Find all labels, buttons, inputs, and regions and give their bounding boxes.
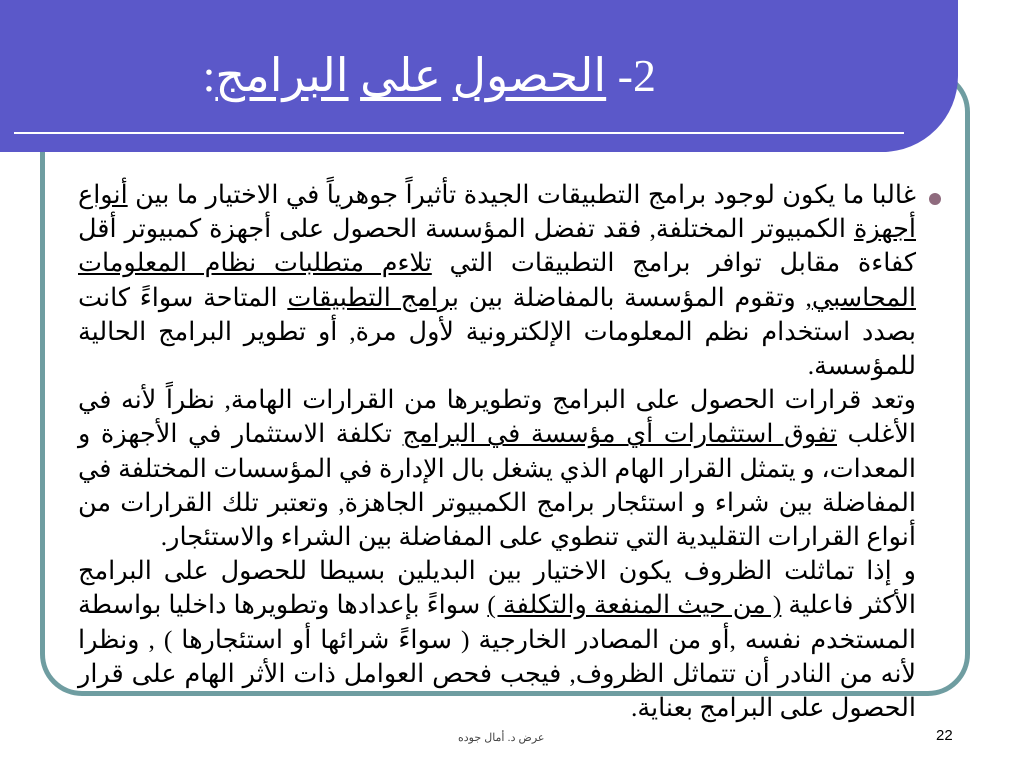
paragraph-text: الكمبيوتر المختلفة, فقد تفضل المؤسسة الحصول على أجهزة كمبيوتر أقل كفاءة مقابل توافر برامج التطبيقات التي (78, 214, 917, 278)
title-word-on: على (360, 50, 442, 101)
paragraph-text: غالبا ما يكون لوجود برامج التطبيقات الجيدة تأثيراً جوهرياً في الاختيار ما بين (127, 180, 916, 209)
paragraph-text: و إذا تماثلت الظروف يكون الاختيار بين البديلين بسيطا للحصول على البرامج الأكثر فاعلية (78, 556, 916, 620)
title-word-acquire: الحصول (452, 50, 607, 101)
underlined-phrase: أنواع أجهزة (78, 180, 916, 244)
paragraph-text: وتعد قرارات الحصول على البرامج وتطويرها من القرارات الهامة, نظراً لأنه في الأغلب (78, 385, 917, 449)
paragraph-text: سواءً بإعدادها وتطويرها داخليا بواسطة المستخدم نفسه ,أو من المصادر الخارجية ( سواءً شرائها أو استئجارها ) , ونظرا لأنه من النادر أن تتماثل الظروف, فيجب فحص العوامل ذات الأثر الهام على قرار الحصول على البرامج بعناية. (78, 590, 916, 723)
paragraph-text: المتاحة سواءً كانت بصدد استخدام نظم المعلومات الإلكترونية لأول مرة, أو تطوير البرامج الحالية للمؤسسة. (78, 282, 916, 381)
underlined-phrase: تلاءم متطلبات نظام المعلومات المحاسبي (78, 248, 916, 312)
footer-credit: عرض د. أمال جوده (458, 732, 545, 744)
underlined-phrase: ( من حيث المنفعة والتكلفة ) (487, 590, 782, 620)
paragraph-text: تكلفة الاستثمار في الأجهزة و المعدات، و يتمثل القرار الهام الذي يشغل بال الإدارة في المؤسسات المختلفة في المفاضلة بين شراء و استئجار برامج الكمبيوتر الجاهزة, وتعتبر تلك القرارات من أنواع القرارات التقليدية التي تنطوي على المفاضلة بين الشراء والاستئجار. (78, 419, 916, 552)
title-colon: : (202, 50, 216, 101)
underlined-phrase: برامج التطبيقات (287, 282, 459, 312)
body-paragraph-1 (78, 178, 916, 383)
title-divider (14, 132, 904, 134)
slide-title (203, 48, 656, 102)
paragraph-text: , وتقوم المؤسسة بالمفاضلة بين (458, 282, 812, 312)
title-banner (0, 0, 958, 152)
title-word-software: البرامج (215, 50, 349, 101)
page-number: 22 (936, 727, 953, 744)
slide-footer (0, 725, 1024, 749)
underlined-phrase: تفوق استثمارات أي مؤسسة في البرامج (402, 419, 837, 449)
body-paragraph-2 (78, 383, 916, 554)
title-number: 2- (617, 50, 656, 101)
slide-body (78, 178, 916, 725)
bullet-dot-icon (929, 193, 941, 205)
body-paragraph-3 (78, 554, 916, 725)
